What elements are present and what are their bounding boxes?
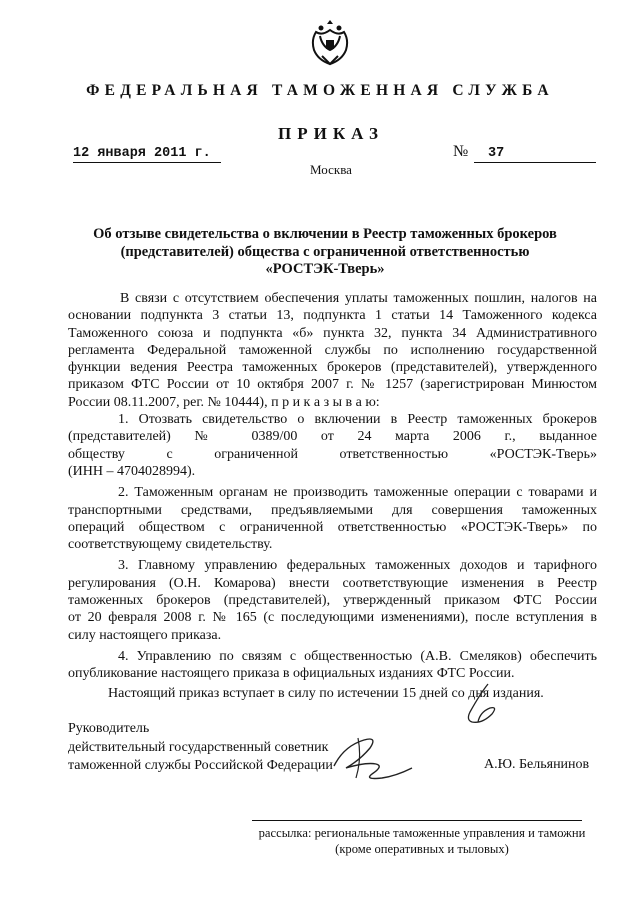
signatory-position: [68, 720, 333, 776]
text-line: соответствующему свидетельству.: [68, 537, 273, 553]
text-line: функции ведения Реестра таможенных брокеров (представителей), утвержденного: [68, 360, 597, 376]
title-line: «РОСТЭК-Тверь»: [265, 261, 385, 277]
text-line: регулирования (О.Н. Комарова) внести соответствующие изменения в Реестр: [68, 575, 597, 591]
order-item-4: [68, 648, 597, 683]
text-line: транспортными средствами, предъявляемыми для совершения таможенных: [68, 502, 597, 518]
position-line: таможенной службы Российской Федерации: [68, 758, 333, 773]
text-line: 1. Отозвать свидетельство о включении в Реестр таможенных брокеров: [118, 412, 597, 428]
order-number: 37: [474, 146, 596, 163]
distribution-line: (кроме оперативных и тыловых): [335, 842, 509, 856]
text-line: основании подпункта 3 статьи 13, подпункта 1 статьи 14 Таможенного кодекса: [68, 308, 597, 324]
handwritten-signature: [330, 732, 420, 782]
title-line: Об отзыве свидетельства о включении в Реестр таможенных брокеров: [93, 226, 557, 242]
text-line: России 08.11.2007, рег. № 10444), п р и к а з ы в а ю:: [68, 394, 380, 410]
coat-of-arms-icon: [310, 18, 350, 68]
text-line: от 20 февраля 2008 г. № 165 (с последующими изменениями), после вступления в: [68, 610, 597, 626]
text-line: В связи с отсутствием обеспечения уплаты таможенных пошлин, налогов на: [120, 291, 597, 306]
order-item-3: [68, 557, 597, 643]
document-type: ПРИКАЗ: [278, 124, 384, 143]
position-line: действительный государственный советник: [68, 739, 329, 755]
signer-name: А.Ю. Бельянинов: [484, 757, 590, 772]
order-title: [90, 226, 560, 279]
organization-name: ФЕДЕРАЛЬНАЯ ТАМОЖЕННАЯ СЛУЖБА: [86, 82, 554, 99]
approval-scribble: [448, 680, 518, 730]
title-line: (представителей) общества с ограниченной ответственностью: [120, 243, 530, 260]
distribution-line: рассылка: региональные таможенные управления и таможни: [258, 826, 586, 840]
position-line: Руководитель: [68, 721, 150, 736]
text-line: (ИНН – 4704028994).: [68, 463, 196, 479]
text-line: (представителей) № 0389/00 от 24 марта 2006 г., выданное: [68, 429, 597, 445]
distribution-list: [252, 825, 592, 857]
text-line: 4. Управлению по связям с общественностью (А.В. Смеляков) обеспечить: [118, 648, 597, 664]
text-line: силу настоящего приказа.: [68, 627, 222, 643]
divider: [252, 820, 582, 821]
effective-date-clause: Настоящий приказ вступает в силу по истечении 15 дней со дня издания.: [108, 686, 544, 701]
order-date: 12 января 2011 г.: [73, 146, 221, 163]
text-line: таможенных брокеров (представителей), утвержденный приказом ФТС России: [68, 593, 597, 609]
text-line: регламента Федеральной таможенной службы по исполнению государственной: [68, 342, 597, 358]
order-city: Москва: [310, 162, 352, 177]
order-item-2: [68, 484, 597, 553]
text-line: приказом ФТС России от 10 октября 2007 г. № 1257 (зарегистрирован Минюстом: [68, 377, 597, 393]
preamble: [68, 290, 597, 411]
order-item-1: [68, 411, 597, 480]
text-line: обществу с ограниченной ответственностью «РОСТЭК-Тверь»: [68, 446, 597, 462]
order-body: [68, 290, 597, 683]
text-line: 2. Таможенным органам не производить таможенные операции с товарами и: [118, 485, 597, 501]
text-line: операций обществом с ограниченной ответственностью «РОСТЭК-Тверь» по: [68, 519, 597, 535]
text-line: опубликование настоящего приказа в официальных изданиях ФТС России.: [68, 666, 515, 682]
text-line: 3. Главному управлению федеральных таможенных доходов и тарифного: [118, 558, 597, 574]
text-line: Таможенного союза и подпункта «б» пункта 32, пункта 34 Административного: [68, 325, 597, 341]
order-number-label: №: [453, 143, 469, 160]
